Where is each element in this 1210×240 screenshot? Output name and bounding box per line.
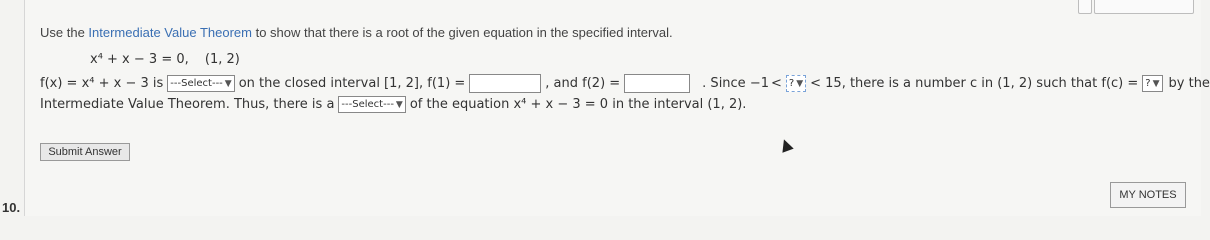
compare-select-1[interactable]: ? ▼ [786, 75, 806, 92]
intermediate-value-theorem-link[interactable]: Intermediate Value Theorem [88, 25, 252, 40]
chevron-down-icon: ▼ [395, 99, 403, 110]
my-notes-button[interactable]: MY NOTES [1110, 182, 1186, 208]
compare-select-2[interactable]: ? ▼ [1142, 75, 1162, 92]
continuity-select[interactable]: ---Select--- ▼ [167, 75, 234, 92]
chevron-down-icon: ▼ [796, 78, 804, 89]
chevron-down-icon: ▼ [224, 78, 232, 89]
question-prompt: Use the Intermediate Value Theorem to show that there is a root of the given equation in the specified interval. [40, 25, 673, 40]
f1-input[interactable] [469, 74, 541, 93]
f2-input[interactable] [624, 74, 690, 93]
question-number: 10. [2, 200, 21, 215]
top-right-box [1094, 0, 1194, 14]
ivt-row-1: f(x) = x⁴ + x − 3 is ---Select--- ▼ on the closed interval [1, 2], f(1) = , and f(2) = . Since −1 < ? ▼ < 15, there is a number c in (1, 2) such that f(c) = ? ▼ by the [40, 76, 1210, 91]
given-equation: x⁴ + x − 3 = 0, (1, 2) [90, 52, 240, 67]
submit-answer-button[interactable]: Submit Answer [40, 143, 130, 161]
chevron-down-icon: ▼ [1152, 78, 1160, 89]
top-left-box [1078, 0, 1092, 14]
result-select[interactable]: ---Select--- ▼ [338, 96, 405, 113]
ivt-row-2: Intermediate Value Theorem. Thus, there is a ---Select--- ▼ of the equation x⁴ + x − 3 = 0 in the interval (1, 2). [40, 97, 747, 112]
